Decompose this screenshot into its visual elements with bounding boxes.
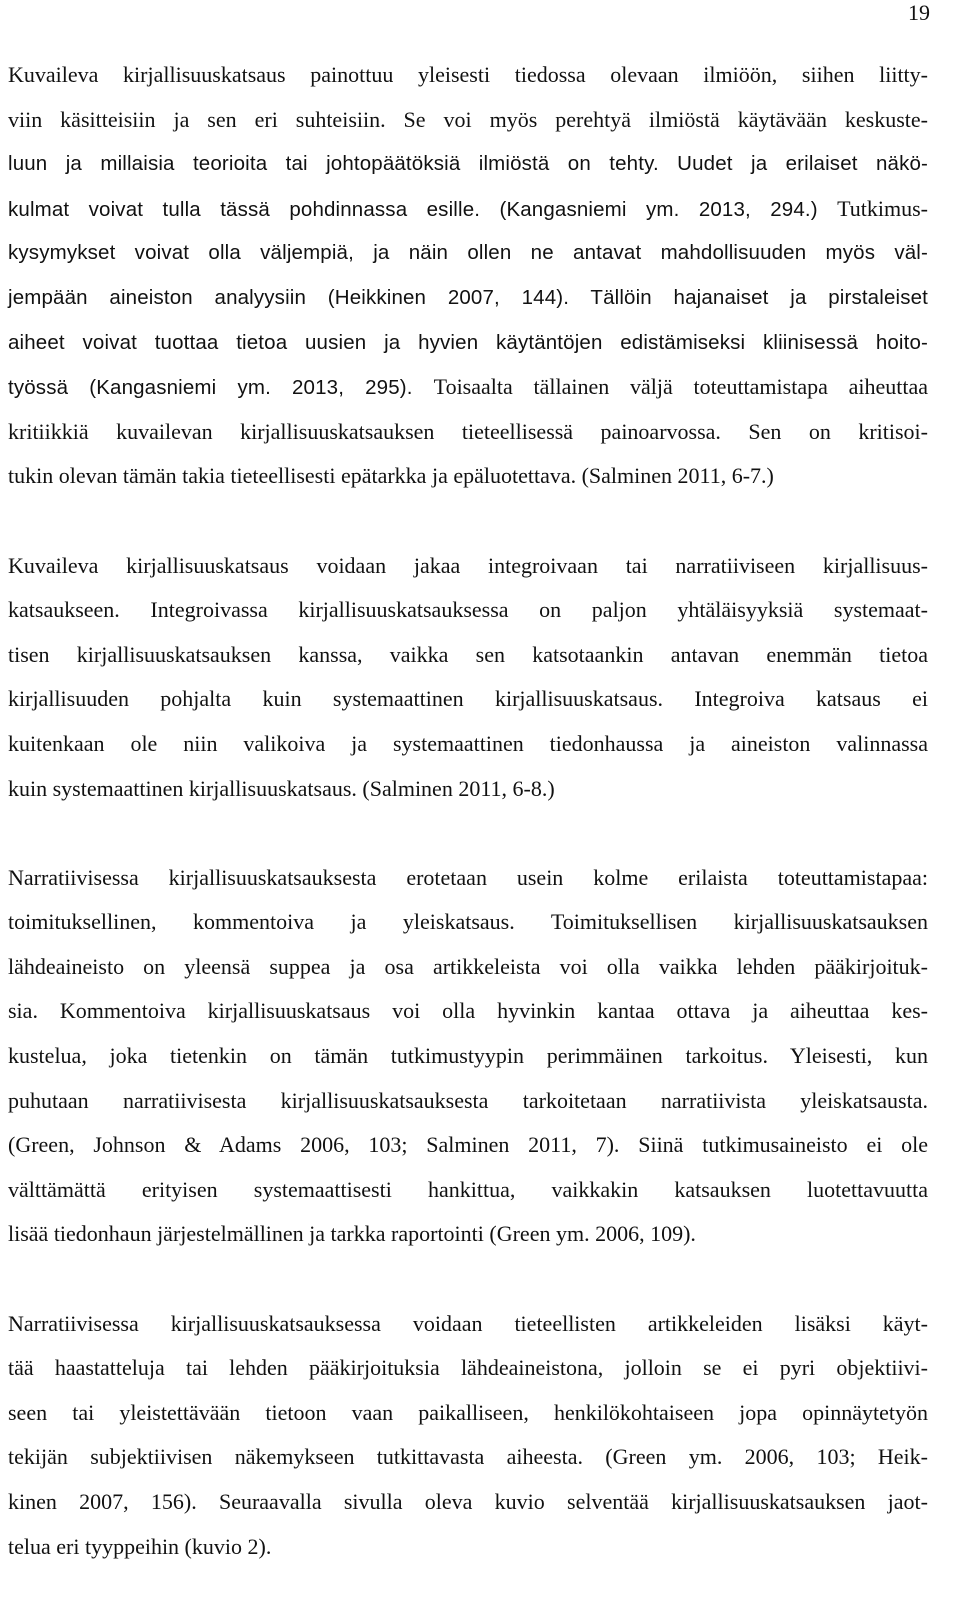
text-segment: jempään aineiston analyysiin (Heikkinen 2007, 144). (8, 285, 591, 309)
text-segment: lisää tiedonhaun järjestelmällinen ja tarkka raportointi (Green ym. 2006, 109). (8, 1221, 696, 1247)
text-segment: lähdeaineisto on yleensä suppea ja osa artikkeleista voi olla vaikka lehden pääkirjoituk- (8, 953, 928, 979)
text-segment: (Green, Johnson & Adams 2006, 103; Salminen 2011, 7). Siinä tutkimusaineisto ei ole (8, 1132, 928, 1158)
text-line (8, 321, 928, 366)
text-line (8, 588, 928, 633)
body-text (8, 53, 928, 1569)
text-line (8, 1302, 928, 1347)
text-segment: tisen kirjallisuuskatsauksen kanssa, vaikka sen katsotaankin antavan enemmän tietoa (8, 641, 928, 667)
text-line (8, 276, 928, 321)
text-segment: luun ja millaisia teorioita tai johtopäätöksiä ilmiöstä on tehty. (8, 152, 678, 176)
text-segment: Tällöin hajanaiset ja pirstaleiset (590, 285, 928, 309)
text-line (8, 1480, 928, 1525)
text-line (8, 410, 928, 455)
text-line (8, 231, 928, 276)
text-line (8, 187, 928, 232)
text-segment: kinen 2007, 156). Seuraavalla sivulla oleva kuvio selventää kirjallisuuskatsauksen jaot- (8, 1489, 928, 1514)
paragraph (8, 1302, 928, 1570)
text-segment: välttämättä erityisen systemaattisesti hankittua, vaikkakin katsauksen luotettavuutta (8, 1176, 928, 1202)
text-segment: Narratiivisessa kirjallisuuskatsauksessa voidaan tieteellisten artikkeleiden lisäksi käyt- (8, 1310, 928, 1336)
paragraph (8, 544, 928, 812)
text-line (8, 98, 928, 143)
text-segment: kuitenkaan ole niin valikoiva ja systemaattinen tiedonhaussa ja aineiston valinnassa (8, 730, 928, 756)
text-line (8, 722, 928, 767)
page-number: 19 (908, 0, 930, 25)
text-line (8, 767, 928, 812)
text-line (8, 365, 928, 410)
text-segment: seen tai yleistettävään tietoon vaan paikalliseen, henkilökohtaiseen jopa opinnäytetyön (8, 1399, 928, 1425)
text-segment: Toisaalta tällainen väljä toteuttamistapa aiheuttaa (433, 374, 928, 400)
paragraph (8, 53, 928, 499)
text-segment: sia. Kommentoiva kirjallisuuskatsaus voi olla hyvinkin kantaa ottava ja aiheuttaa kes- (8, 998, 928, 1024)
text-segment: telua eri tyyppeihin (kuvio 2). (8, 1533, 272, 1559)
text-segment: puhutaan narratiivisesta kirjallisuuskatsauksesta tarkoitetaan narratiivista yleiskatsausta. (8, 1087, 928, 1113)
text-line (8, 1123, 928, 1168)
text-line (8, 856, 928, 901)
text-segment: tää haastatteluja tai lehden pääkirjoituksia lähdeaineistona, jolloin se ei pyri objektiivi- (8, 1355, 928, 1381)
text-line (8, 1346, 928, 1391)
text-segment: viin käsitteisiin ja sen eri suhteisiin. Se voi myös perehtyä ilmiöstä käytävään keskuste- (8, 106, 928, 132)
paragraph-gap (8, 811, 928, 856)
text-segment: Kuvaileva kirjallisuuskatsaus voidaan jakaa integroivaan tai narratiiviseen kirjallisuus- (8, 552, 928, 578)
text-line (8, 142, 928, 187)
text-segment: aiheet voivat tuottaa tietoa uusien ja hyvien käytäntöjen edistämiseksi kliinisessä hoito- (8, 330, 928, 354)
text-line (8, 945, 928, 990)
text-line (8, 1034, 928, 1079)
text-line (8, 900, 928, 945)
text-line (8, 544, 928, 589)
text-segment: Tutkimus- (837, 195, 928, 221)
text-segment: kuin systemaattinen kirjallisuuskatsaus. (Salminen 2011, 6-8.) (8, 775, 555, 801)
text-segment: työssä (Kangasniemi ym. 2013, 295). (8, 376, 434, 400)
text-segment: kulmat voivat tulla tässä pohdinnassa esille. (Kangasniemi ym. 2013, 294.) (8, 197, 838, 221)
text-segment: Uudet ja erilaiset näkö- (677, 152, 928, 176)
text-line (8, 677, 928, 722)
text-line (8, 1212, 928, 1257)
text-segment: Kuvaileva kirjallisuuskatsaus painottuu yleisesti tiedossa olevaan ilmiöön, siihen liitty- (8, 62, 928, 87)
paragraph (8, 856, 928, 1257)
text-line (8, 633, 928, 678)
text-line (8, 1168, 928, 1213)
text-segment: kirjallisuuden pohjalta kuin systemaattinen kirjallisuuskatsaus. Integroiva katsaus ei (8, 686, 928, 712)
text-segment: kysymykset voivat olla väljempiä, ja näin ollen ne antavat mahdollisuuden myös väl- (8, 241, 928, 265)
text-segment: toimituksellinen, kommentoiva ja yleiskatsaus. Toimituksellisen kirjallisuuskatsauksen (8, 909, 928, 935)
text-line (8, 1435, 928, 1480)
text-line (8, 53, 928, 98)
text-line (8, 1391, 928, 1436)
text-line (8, 454, 928, 499)
text-segment: tekijän subjektiivisen näkemykseen tutkittavasta aiheesta. (Green ym. 2006, 103; Heik- (8, 1444, 928, 1470)
paragraph-gap (8, 499, 928, 544)
text-segment: kustelua, joka tietenkin on tämän tutkimustyypin perimmäinen tarkoitus. Yleisesti, kun (8, 1043, 928, 1069)
text-segment: kritiikkiä kuvailevan kirjallisuuskatsauksen tieteellisessä painoarvossa. Sen on kritisoi- (8, 418, 928, 444)
text-line (8, 989, 928, 1034)
text-segment: tukin olevan tämän takia tieteellisesti epätarkka ja epäluotettava. (Salminen 2011, 6-7.) (8, 463, 774, 489)
text-line (8, 1525, 928, 1570)
text-segment: katsaukseen. Integroivassa kirjallisuuskatsauksessa on paljon yhtäläisyyksiä systemaat- (8, 597, 928, 623)
text-line (8, 1079, 928, 1124)
text-segment: Narratiivisessa kirjallisuuskatsauksesta erotetaan usein kolme erilaista toteuttamistapaa: (8, 864, 928, 890)
paragraph-gap (8, 1257, 928, 1302)
